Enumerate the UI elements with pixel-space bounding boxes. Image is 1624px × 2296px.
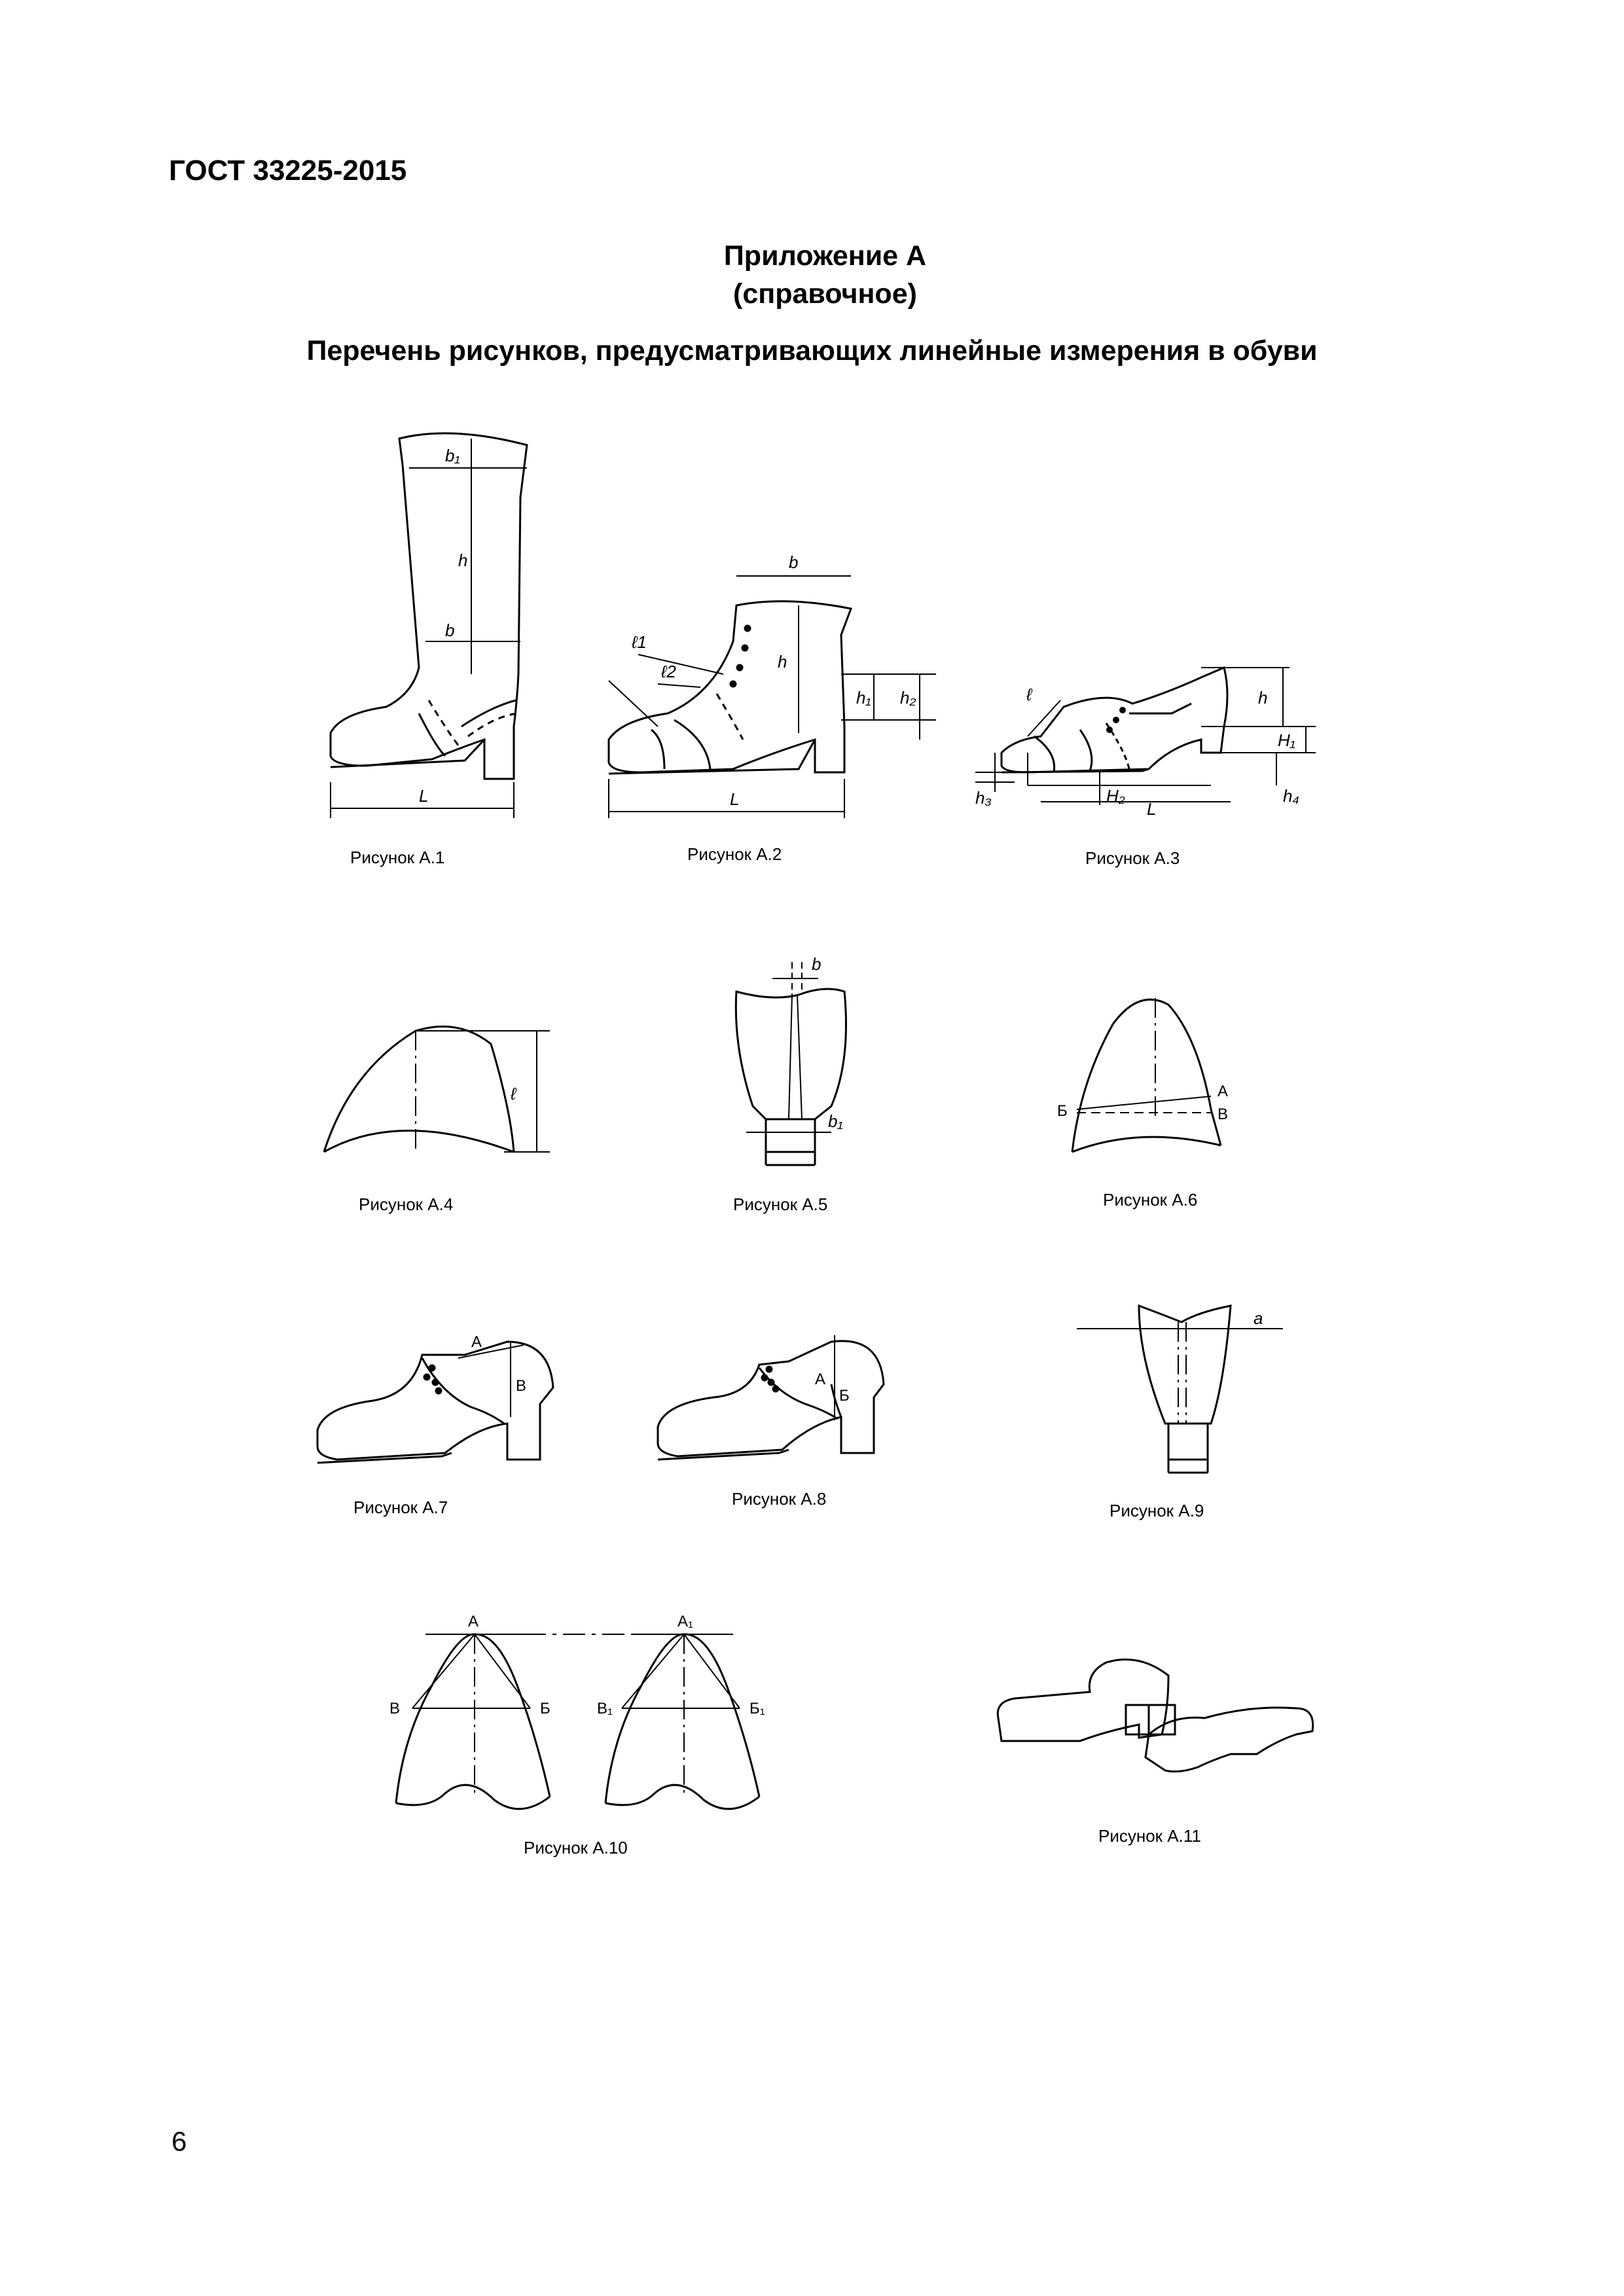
label-l: ℓ — [1026, 685, 1032, 704]
label-b1: b₁ — [445, 446, 460, 465]
label-H1: H₁ — [1278, 730, 1295, 750]
label-B: Б — [1057, 1102, 1068, 1120]
label-l: ℓ — [511, 1084, 516, 1103]
label-V: В — [389, 1700, 401, 1717]
label-b: b — [445, 620, 455, 640]
label-A: А — [815, 1371, 826, 1388]
figure-a2-caption: Рисунок А.2 — [687, 844, 782, 864]
figure-a8-drawing — [655, 1322, 903, 1492]
label-V: В — [516, 1377, 527, 1395]
appendix-heading — [0, 237, 1624, 313]
figure-a11-drawing — [988, 1636, 1329, 1787]
figure-a3-caption: Рисунок А.3 — [1085, 848, 1180, 868]
label-H2: H₂ — [1106, 786, 1125, 806]
label-A: А — [471, 1333, 482, 1351]
figure-a10-drawing — [373, 1607, 799, 1829]
figure-a3-drawing — [975, 655, 1316, 851]
label-B1: Б₁ — [749, 1700, 765, 1717]
label-B: Б — [540, 1700, 550, 1717]
label-b: b — [812, 956, 821, 974]
label-L: L — [419, 786, 429, 806]
label-V1: В₁ — [597, 1700, 613, 1717]
label-b1: b₁ — [828, 1111, 843, 1131]
label-h: h — [458, 550, 468, 570]
figure-a7-drawing — [314, 1322, 563, 1492]
label-A1: А₁ — [677, 1613, 694, 1630]
figure-a2-drawing — [602, 543, 943, 831]
figure-a6-drawing — [1054, 985, 1270, 1175]
label-h4: h₄ — [1283, 786, 1299, 806]
figure-a10-caption: Рисунок А.10 — [524, 1838, 628, 1857]
figure-a1-drawing — [321, 425, 537, 838]
figure-a8-caption: Рисунок А.8 — [732, 1489, 827, 1509]
figure-a5-caption: Рисунок А.5 — [733, 1194, 828, 1214]
label-A: А — [468, 1613, 479, 1630]
figure-a9-drawing — [1067, 1293, 1290, 1489]
label-h1: h₁ — [856, 688, 871, 708]
label-A: А — [1218, 1083, 1229, 1100]
figure-a5-drawing — [720, 956, 871, 1172]
figure-a1-caption: Рисунок А.1 — [350, 848, 445, 867]
figure-a6-caption: Рисунок А.6 — [1103, 1190, 1198, 1210]
label-l2: ℓ2 — [661, 662, 676, 681]
label-l1: ℓ1 — [632, 632, 647, 652]
appendix-title: Приложение А — [723, 240, 927, 272]
figure-a4-caption: Рисунок А.4 — [359, 1194, 454, 1214]
label-L: L — [1147, 799, 1157, 819]
figure-a11-caption: Рисунок А.11 — [1098, 1826, 1201, 1846]
label-V: В — [1218, 1105, 1229, 1123]
appendix-subtitle: (справочное) — [733, 278, 917, 310]
figure-a9-caption: Рисунок А.9 — [1110, 1501, 1204, 1520]
label-h: h — [778, 652, 787, 672]
label-a: a — [1254, 1308, 1263, 1328]
label-h2: h₂ — [900, 688, 916, 708]
label-h: h — [1258, 688, 1268, 708]
label-h3: h₃ — [975, 788, 992, 808]
label-B: Б — [839, 1387, 850, 1405]
label-b: b — [789, 552, 799, 572]
page-number: 6 — [171, 2126, 187, 2157]
figures-list-title: Перечень рисунков, предусматривающих линейные измерения в обуви — [306, 335, 1318, 367]
figure-a7-caption: Рисунок А.7 — [353, 1498, 448, 1517]
document-code: ГОСТ 33225-2015 — [169, 154, 407, 187]
label-L: L — [730, 789, 740, 809]
figure-a4-drawing — [314, 1018, 556, 1168]
